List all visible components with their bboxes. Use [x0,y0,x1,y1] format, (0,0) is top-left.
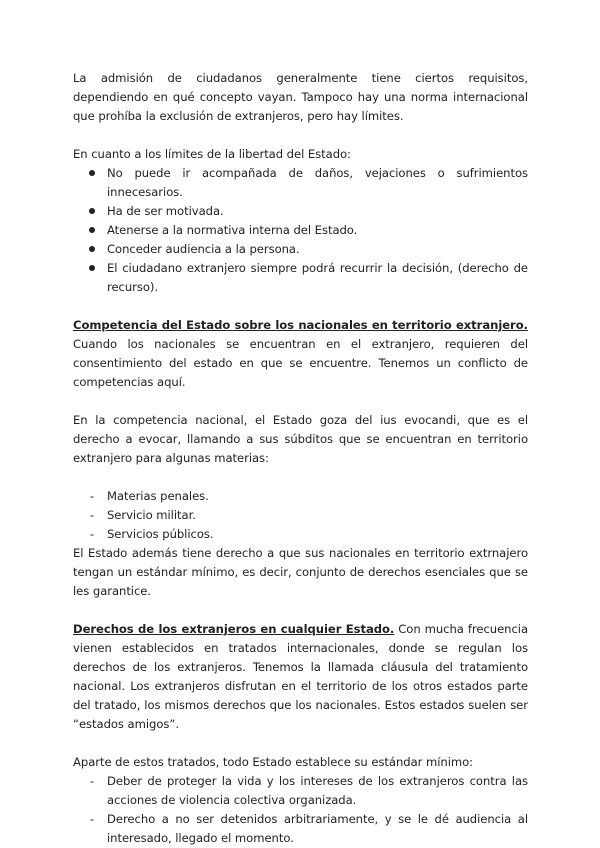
section-heading: Derechos de los extranjeros en cualquier Estado. [73,622,395,636]
list-item: El ciudadano extranjero siempre podrá recurrir la decisión, (derecho de recurso). [73,259,528,297]
list-item: - Servicio militar. [73,506,528,525]
standard-list [73,772,528,848]
list-item: - Deber de proteger la vida y los intereses de los extranjeros contra las acciones de violencia colectiva organizada. [73,772,528,810]
list-item: Atenerse a la normativa interna del Estado. [73,221,528,240]
paragraph-minimum-standard: El Estado además tiene derecho a que sus nacionales en territorio extrnajero tengan un estándar mínimo, es decir, conjunto de derechos esenciales que se les garantice. [73,546,528,598]
limits-intro: En cuanto a los límites de la libertad del Estado: [73,147,351,161]
section-body: Con mucha frecuencia vienen establecidos en tratados internacionales, donde se regulan los derechos de los extranjeros. Tenemos la llamada cláusula del tratamiento nacional. Los extranjeros disfrutan en el territorio de los otros estados parte del tratado, los mismos derechos que los nacionales. Estos estados suelen ser “estados amigos”. [73,622,528,731]
section-body: Cuando los nacionales se encuentran en el extranjero, requieren del consentimiento del estado en que se encuentre. Tenemos un conflicto de competencias aquí. [73,337,528,389]
list-item: - Servicios públicos. [73,525,528,544]
paragraph-admission: La admisión de ciudadanos generalmente tiene ciertos requisitos, dependiendo en qué concepto vayan. Tampoco hay una norma internacional que prohíba la exclusión de extranjeros, pero hay límites. [73,71,528,123]
list-item: - Derecho a no ser detenidos arbitrariamente, y se le dé audiencia al interesado, llegado el momento. [73,810,528,848]
list-item: No puede ir acompañada de daños, vejaciones o sufrimientos innecesarios. [73,164,528,202]
treaties-intro: Aparte de estos tratados, todo Estado establece su estándar mínimo: [73,755,474,769]
limits-list [73,164,528,297]
paragraph-ius-evocandi: En la competencia nacional, el Estado goza del ius evocandi, que es el derecho a evocar, llamando a sus súbditos que se encuentran en territorio extranjero para algunas materias: [73,413,528,465]
section-competence [73,316,528,392]
section-rights [73,620,528,734]
section-heading: Competencia del Estado sobre los nacionales en territorio extranjero. [73,318,528,332]
list-item: - Materias penales. [73,487,528,506]
matters-list [73,487,528,544]
list-item: Ha de ser motivada. [73,202,528,221]
list-item: Conceder audiencia a la persona. [73,240,528,259]
